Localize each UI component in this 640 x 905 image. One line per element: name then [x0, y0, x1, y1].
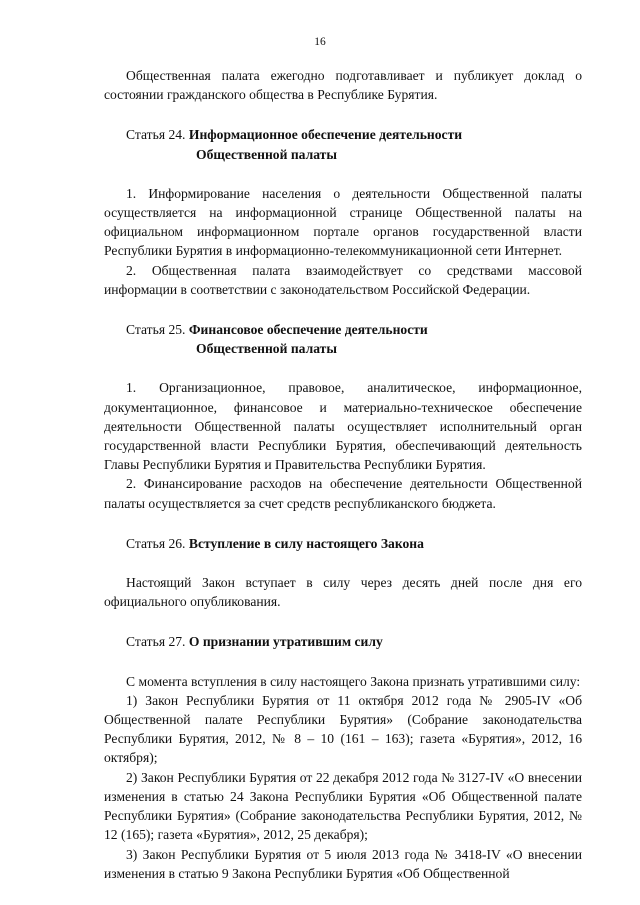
- article-25-title-cont: Общественной палаты: [196, 341, 337, 357]
- article-27-title: О признании утратившим силу: [188, 634, 383, 650]
- article-26-heading: [104, 534, 582, 553]
- article-27-heading: [104, 632, 582, 651]
- document-body: [104, 66, 582, 883]
- intro-paragraph: Общественная палата ежегодно подготавливает и публикует доклад о состоянии гражданского общества в Республике Бурятия.: [104, 68, 582, 103]
- article-25-paragraph-1: 1. Организационное, правовое, аналитическое, информационное, документационное, финансовое и материально-техническое обеспечение деятельности Общественной палаты осуществляет исполнительный орган государственной власти Республики Бурятия, обеспечивающий деятельность Главы Республики Бурятия и Правительства Республики Бурятия.: [104, 380, 582, 473]
- article-27-paragraph-3: 2) Закон Республики Бурятия от 22 декабря 2012 года № 3127-IV «О внесении изменения в статью 24 Закона Республики Бурятия «Об Общественной палате Республики Бурятия» (Собрание законодательства Республики Бурятия, 2012, № 12 (165); газета «Бурятия», 2012, 25 декабря);: [104, 769, 582, 843]
- article-24-paragraph-1: 1. Информирование населения о деятельности Общественной палаты осуществляется на информационной странице Общественной палаты на официальном информационном портале органов государственной власти Республики Бурятия в информационно-телекоммуникационной сети Интернет.: [104, 185, 582, 259]
- article-27-label: Статья 27.: [126, 634, 186, 650]
- article-27-paragraph-2: 1) Закон Республики Бурятия от 11 октября 2012 года № 2905-IV «Об Общественной палате Республики Бурятия» (Собрание законодательства Республики Бурятия, 2012, № 8 – 10 (161 – 163); газета «Бурятия», 2012, 16 октября);: [104, 692, 582, 766]
- article-24-title-cont: Общественной палаты: [196, 146, 337, 162]
- article-25-label: Статья 25.: [126, 322, 186, 338]
- article-24-paragraph-2: 2. Общественная палата взаимодействует со средствами массовой информации в соответствии с законодательством Российской Федерации.: [104, 262, 582, 297]
- article-25-heading: [104, 320, 582, 358]
- article-26-paragraph-1: Настоящий Закон вступает в силу через десять дней после дня его официального опубликования.: [104, 575, 582, 610]
- article-25-title: Финансовое обеспечение деятельности: [188, 322, 428, 338]
- article-27-paragraph-4: 3) Закон Республики Бурятия от 5 июля 2013 года № 3418-IV «О внесении изменения в статью 9 Закона Республики Бурятия «Об Общественной: [104, 846, 582, 881]
- article-27-paragraph-1: С момента вступления в силу настоящего Закона признать утратившими силу:: [126, 673, 581, 689]
- article-24-label: Статья 24.: [126, 127, 186, 143]
- page-number: 16: [314, 36, 326, 48]
- article-26-label: Статья 26.: [126, 535, 186, 551]
- article-26-title: Вступление в силу настоящего Закона: [188, 535, 424, 551]
- article-25-paragraph-2: 2. Финансирование расходов на обеспечение деятельности Общественной палаты осуществляется за счет средств республиканского бюджета.: [104, 476, 582, 511]
- article-24-title: Информационное обеспечение деятельности: [188, 127, 463, 143]
- article-24-heading: [104, 125, 582, 163]
